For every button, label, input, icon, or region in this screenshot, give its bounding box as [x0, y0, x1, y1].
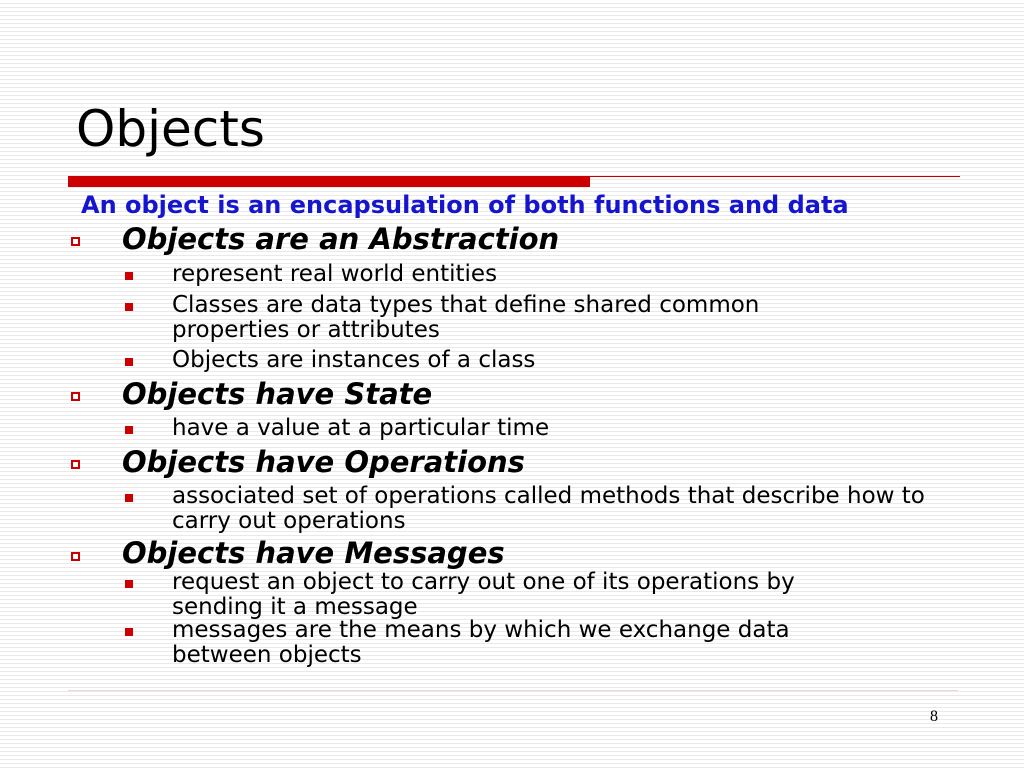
bullet-point: messages are the means by which we exchange data between objects: [172, 617, 790, 668]
hollow-square-bullet-icon: [71, 392, 80, 401]
bullet-point: represent real world entities: [172, 261, 498, 287]
square-bullet-icon: [125, 580, 133, 588]
page-number: 8: [930, 708, 938, 725]
section-heading: Objects have Operations: [122, 445, 525, 479]
bullet-point: have a value at a particular time: [172, 415, 550, 441]
bullet-point: associated set of operations called methods that describe how to carry out operations: [172, 483, 925, 534]
square-bullet-icon: [125, 494, 133, 502]
square-bullet-icon: [125, 426, 133, 434]
title-underline-line: [590, 176, 960, 177]
square-bullet-icon: [125, 272, 133, 280]
title-underline-bar: [68, 176, 590, 187]
hollow-square-bullet-icon: [71, 552, 80, 561]
hollow-square-bullet-icon: [71, 237, 80, 246]
bullet-point: Objects are instances of a class: [172, 347, 536, 373]
slide-title: Objects: [76, 100, 265, 158]
bullet-point: request an object to carry out one of its operations by sending it a message: [172, 569, 795, 620]
square-bullet-icon: [125, 628, 133, 636]
bullet-point: Classes are data types that define shared common properties or attributes: [172, 292, 760, 343]
slide-subtitle: An object is an encapsulation of both functions and data: [81, 191, 849, 219]
section-heading: Objects have State: [122, 377, 433, 411]
hollow-square-bullet-icon: [71, 460, 80, 469]
section-heading: Objects have Messages: [122, 536, 505, 570]
square-bullet-icon: [125, 358, 133, 366]
section-heading: Objects are an Abstraction: [122, 222, 560, 256]
footer-divider: [68, 690, 958, 691]
square-bullet-icon: [125, 303, 133, 311]
